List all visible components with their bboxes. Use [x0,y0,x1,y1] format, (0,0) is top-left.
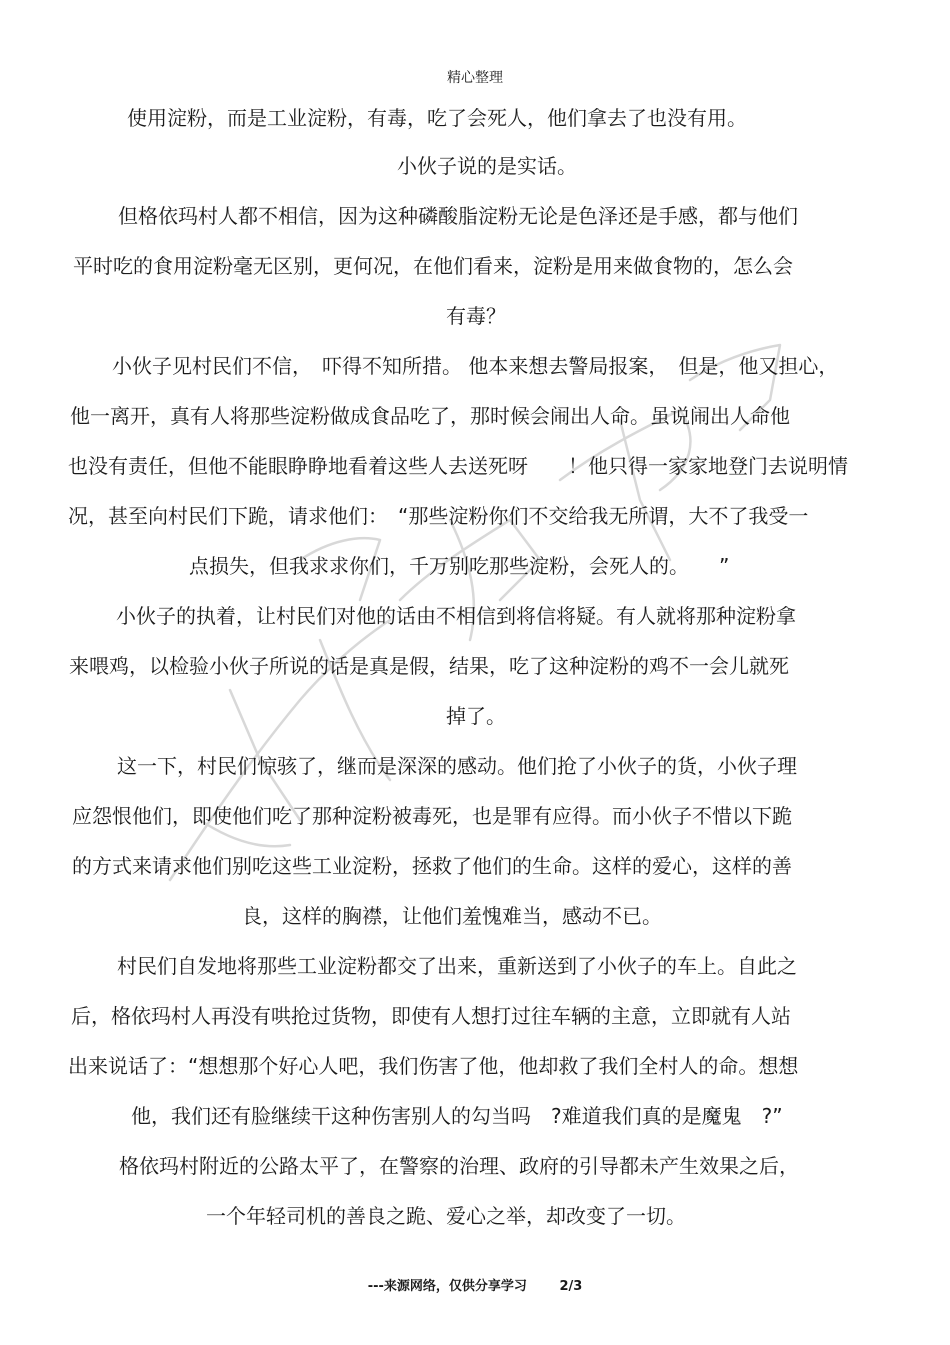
text-line: 来喂鸡，以检验小伙子所说的话是真是假，结果，吃了这种淀粉的鸡不一会儿就死 [69,654,789,678]
footer-source: ---来源网络，仅供分享学习 [367,1279,527,1294]
text-line: 平时吃的食用淀粉毫无区别，更何况，在他们看来，淀粉是用来做食物的，怎么会 [73,254,793,278]
text-line: 村民们自发地将那些工业淀粉都交了出来，重新送到了小伙子的车上。自此之 [117,954,797,978]
text-line: 但格依玛村人都不相信，因为这种磷酸脂淀粉无论是色泽还是手感，都与他们 [118,204,798,228]
text-line: 他，我们还有脸继续干这种伤害别人的勾当吗 ?难道我们真的是魔鬼 ?” [131,1104,783,1128]
text-line: 况，甚至向村民们下跪，请求他们： “那些淀粉你们不交给我无所谓，大不了我受一 [68,504,809,528]
text-line: 小伙子的执着，让村民们对他的话由不相信到将信将疑。有人就将那种淀粉拿 [116,604,796,628]
page-footer [0,1278,950,1296]
text-line: 的方式来请求他们别吃这些工业淀粉，拯救了他们的生命。这样的爱心，这样的善 [72,854,792,878]
page-header: 精心整理 [447,70,503,86]
text-line: 他一离开，真有人将那些淀粉做成食品吃了，那时候会闹出人命。虽说闹出人命他 [70,404,790,428]
text-line: 后，格依玛村人再没有哄抢过货物，即使有人想打过往车辆的主意，立即就有人站 [71,1004,791,1028]
text-line: 一个年轻司机的善良之跪、爱心之举，却改变了一切。 [206,1204,686,1228]
text-line: 小伙子见村民们不信， 吓得不知所措。 他本来想去警局报案， 但是，他又担心， [112,354,839,378]
text-line: 格依玛村附近的公路太平了，在警察的治理、政府的引导都未产生效果之后， [119,1154,799,1178]
text-line: 应怨恨他们，即使他们吃了那种淀粉被毒死，也是罪有应得。而小伙子不惜以下跪 [72,804,792,828]
text-line: 点损失，但我求求你们，千万别吃那些淀粉，会死人的。 ” [189,554,730,578]
page-number: 2/3 [559,1279,583,1294]
text-line: 良，这样的胸襟，让他们羞愧难当，感动不已。 [242,904,662,928]
text-line: 使用淀粉，而是工业淀粉，有毒，吃了会死人，他们拿去了也没有用。 [127,106,747,130]
text-line: 也没有责任，但他不能眼睁睁地看着这些人去送死呀 ！他只得一家家地登门去说明情 [68,454,848,478]
text-line: 这一下，村民们惊骇了，继而是深深的感动。他们抢了小伙子的货，小伙子理 [117,754,797,778]
text-line: 掉了。 [446,704,506,728]
text-line: 小伙子说的是实话。 [397,154,577,178]
text-line: 有毒？ [446,304,506,328]
text-line: 出来说话了：“想想那个好心人吧，我们伤害了他，他却救了我们全村人的命。想想 [68,1054,799,1078]
